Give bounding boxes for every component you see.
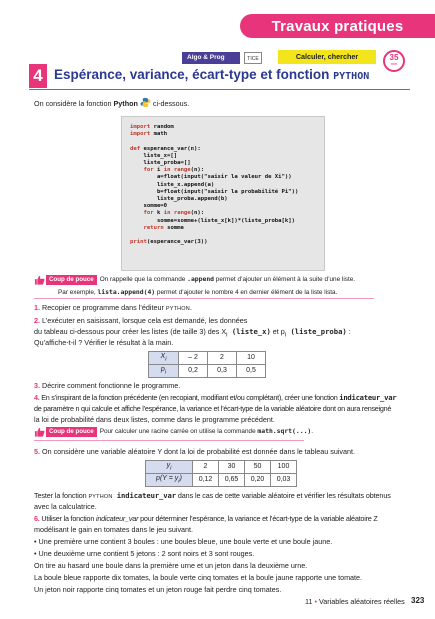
q6-l1a: Utiliser la fonction	[39, 514, 96, 523]
exercise-title-main: Espérance, variance, écart-type et fonction	[54, 67, 334, 82]
q2-number: 2.	[34, 316, 40, 325]
q5b-code: indicateur_var	[112, 491, 176, 500]
section-banner	[240, 14, 435, 38]
table-header-cell	[149, 352, 179, 365]
q2-code2: (liste_proba)	[286, 327, 347, 336]
table-cell: 2	[193, 461, 219, 474]
code-line: import math	[130, 131, 168, 138]
code-line: return somme	[143, 224, 184, 231]
footer-chapter-number: 11	[305, 597, 313, 606]
code-line: print(esperance_var(3))	[130, 239, 208, 246]
q2-sub-1: i	[226, 332, 228, 339]
hint1-t2: permet d’ajouter un élément à la suite d’une liste.	[214, 276, 356, 284]
question-2-line3: Qu’affiche-t-il ? Vérifier le résultat à la main.	[34, 338, 174, 347]
t2-head1-sub: i	[170, 465, 172, 472]
tice-tag: TICE	[244, 52, 262, 64]
algo-prog-tag: Algo & Prog	[182, 52, 240, 64]
hint-box-2	[34, 427, 313, 437]
hint1-t4: permet d’ajouter le nombre 4 en dernier élément de la liste lista.	[155, 289, 338, 296]
table-row	[146, 474, 297, 487]
t2-head1: y	[166, 462, 171, 470]
t1-head1-sub: i	[165, 356, 167, 363]
title-divider	[29, 89, 410, 90]
q5b-python: PYTHON	[88, 494, 113, 500]
footer-chapter	[305, 597, 405, 606]
python-logo-icon	[140, 97, 151, 108]
exercise-title-python: PYTHON	[333, 71, 370, 82]
code-line: liste_x.append(a)	[130, 181, 215, 188]
table-cell: 0,5	[237, 365, 266, 378]
hint1-code1: .append	[187, 275, 215, 284]
q2-line2c: :	[346, 327, 351, 336]
footer-separator: •	[312, 597, 319, 606]
q2-line1: L’exécuter en saisissant, lorsque cela est demandé, les données	[40, 316, 248, 325]
question-4-line1	[34, 393, 396, 402]
code-line: somme=somme+(liste_x[k])*(liste_proba[k])	[130, 217, 296, 224]
q3-number: 3.	[34, 381, 40, 390]
q4-l1a: En s’inspirant de la fonction précédente (en recopiant, modifiant et/ou complétant), créer une fonction	[39, 393, 340, 402]
question-5-test-line2: avec la calculatrice.	[34, 502, 97, 511]
table-header-cell: $p(Y = y_i)$	[146, 474, 193, 487]
q5b-l1a: Tester la fonction	[34, 491, 89, 500]
t1-head2-sub: i	[164, 369, 167, 376]
hint2-code1: math.sqrt(...)	[257, 427, 312, 436]
q2-line2a: du tableau ci-dessous pour créer les listes (de taille 3) des X	[34, 327, 227, 336]
question-4-line3: la loi de probabilité dans deux listes, comme dans le programme précédent.	[34, 415, 275, 424]
hint1-t3: Par exemple,	[58, 289, 98, 296]
t1-head1: X	[160, 353, 166, 361]
hint-divider-2	[34, 440, 304, 441]
thumbs-up-icon	[34, 427, 45, 437]
draw-rule-text: On tire au hasard une boule dans la première urne et un jeton dans la deuxième urne.	[34, 561, 308, 570]
hint2-t1: Pour calculer une racine carrée on utilise la commande	[99, 428, 258, 436]
table-cell: 50	[245, 461, 271, 474]
timer-unit: min	[390, 61, 398, 66]
ball-gain-text: La boule bleue rapporte dix tomates, la boule verte cinq tomates et la boule jaune rapporte une tomate.	[34, 573, 363, 582]
q4-number: 4.	[34, 393, 40, 402]
hint-text-1-cont	[58, 288, 337, 297]
exercise-title	[54, 66, 369, 84]
intro-before: On considère la fonction	[34, 99, 114, 108]
code-line	[130, 138, 316, 145]
urn-1-bullet: • Une première urne contient 3 boules : une boules bleue, une boule verte et une boule jaune.	[34, 537, 333, 546]
hint1-t1: On rappelle que la commande	[99, 276, 188, 284]
code-line: b=float(input("saisir la probabilité Pi"))	[130, 188, 299, 195]
q5-number: 5.	[34, 447, 40, 456]
intro-bold: Python	[113, 99, 138, 108]
code-line: a=float(input("saisir la valeur de Xi"))	[130, 174, 292, 181]
hint-text-2	[100, 427, 313, 436]
q3-text: Décrire comment fonctionne le programme.	[40, 381, 181, 390]
hint-divider-1	[34, 298, 374, 299]
q2-sub-2: i	[284, 332, 287, 339]
q5-text: On considère une variable aléatoire Y dont la loi de probabilité est donnée dans le tableau suivant.	[40, 447, 356, 456]
code-line: import random	[130, 124, 174, 130]
table-cell: 100	[271, 461, 297, 474]
table-cell: 0,03	[271, 474, 297, 487]
hint-box-1	[34, 275, 355, 285]
q2-code1: (liste_x)	[227, 327, 271, 336]
q1-python: PYTHON	[165, 306, 190, 312]
question-6-line1	[34, 514, 378, 523]
code-line: for k in range(n):	[143, 210, 205, 217]
question-1	[34, 303, 192, 313]
table-cell: 2	[208, 352, 237, 365]
table-row	[149, 365, 266, 378]
t2-head2-sub: i	[178, 478, 180, 485]
code-line: liste_x=[]	[130, 152, 178, 159]
hint-text-1	[100, 275, 355, 284]
table-header-cell	[149, 365, 179, 378]
token-gain-text: Un jeton noir rapporte cinq tomates et un jeton rouge fait perdre cinq tomates.	[34, 585, 282, 594]
table-cell: 0,20	[245, 474, 271, 487]
q1-text: Recopier ce programme dans l’éditeur	[40, 303, 166, 312]
table-header-cell	[146, 461, 193, 474]
question-5-test	[34, 491, 391, 501]
code-line: liste_proba.append(b)	[130, 196, 228, 203]
intro-text	[34, 97, 189, 108]
table-cell: 0,65	[219, 474, 245, 487]
t1-head2: p	[160, 366, 165, 374]
question-5	[34, 447, 355, 456]
timer-icon	[383, 50, 405, 72]
question-2-line1	[34, 316, 247, 325]
t2-head2: p(Y = y	[156, 475, 179, 483]
page-number: 323	[411, 596, 425, 605]
hint2-t2: .	[311, 428, 314, 436]
code-line	[130, 232, 316, 239]
table-cell: 0,2	[179, 365, 208, 378]
table-cell: 30	[219, 461, 245, 474]
footer-chapter-title: Variables aléatoires réelles	[318, 597, 405, 606]
q1-end: .	[189, 303, 192, 312]
table-row	[146, 461, 297, 474]
code-line: def esperance_var(n):	[130, 145, 201, 152]
q1-number: 1.	[34, 303, 40, 312]
banner-title: Travaux pratiques	[271, 18, 404, 35]
table-cell: 0,3	[208, 365, 237, 378]
table-row	[149, 352, 266, 365]
table-cell: 0,12	[193, 474, 219, 487]
intro-after: ci-dessous.	[150, 99, 190, 108]
calculer-chercher-tag: Calculer, chercher	[278, 50, 376, 64]
q6-italic: indicateur_var	[95, 514, 139, 523]
distribution-table-x	[148, 351, 266, 378]
question-6-line2: modélisant le gain en tomates dans le jeu suivant.	[34, 525, 194, 534]
question-4-line2: de paramètre n qui calcule et affiche l’espérance, la variance et l’écart-type de la variable aléatoire dont on aura renseigné	[34, 404, 392, 413]
table-cell: 10	[237, 352, 266, 365]
question-3	[34, 381, 180, 390]
q4-code1: indicateur_var	[339, 393, 397, 402]
q6-number: 6.	[34, 514, 40, 523]
q2-line2b: et p	[270, 327, 285, 336]
thumbs-up-icon	[34, 275, 45, 285]
distribution-table-y	[145, 460, 297, 487]
code-line: somme=0	[130, 203, 168, 210]
python-code-block	[121, 116, 325, 271]
hint-label-1: Coup de pouce	[46, 275, 97, 285]
hint-label-2: Coup de pouce	[46, 427, 97, 437]
q6-l1b: pour déterminer l’espérance, la variance et l’écart-type de la variable aléatoire Z	[138, 514, 378, 523]
urn-2-bullet: • Une deuxième urne contient 5 jetons : 2 sont noirs et 3 sont rouges.	[34, 549, 255, 558]
code-line: for i in range(n):	[143, 167, 205, 174]
hint1-code2: lista.append(4)	[97, 288, 156, 296]
code-line: liste_proba=[]	[130, 160, 191, 167]
timer-value: 35	[389, 53, 399, 62]
q5b-l1b: dans le cas de cette variable aléatoire et vérifier les résultats obtenus	[175, 491, 391, 500]
exercise-number: 4	[29, 64, 47, 88]
table-cell: – 2	[179, 352, 208, 365]
